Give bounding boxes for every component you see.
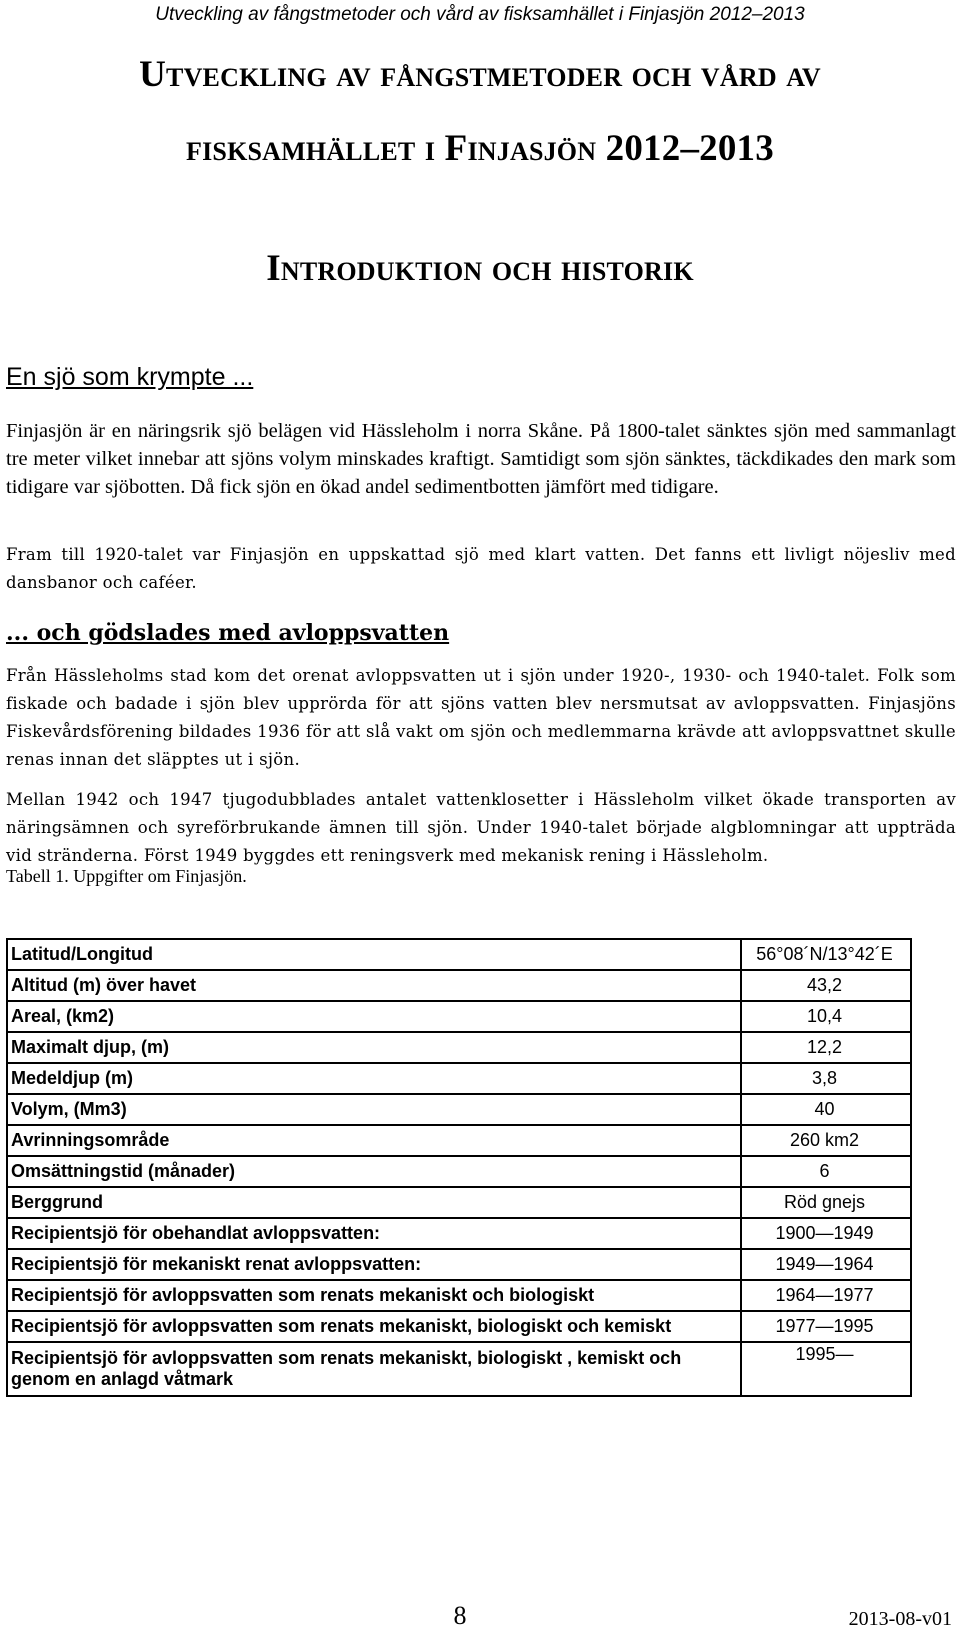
section-title: Introduktion och historik: [266, 248, 694, 289]
table-row: [7, 939, 911, 970]
row-label: Areal, (km2): [7, 1001, 741, 1032]
row-label: Volym, (Mm3): [7, 1094, 741, 1125]
table-row: [7, 1063, 911, 1094]
table-row: [7, 1280, 911, 1311]
row-value: 10,4: [741, 1001, 911, 1032]
paragraph-1: Finjasjön är en näringsrik sjö belägen vid Hässleholm i norra Skåne. På 1800-talet sänktes sjön med sammanlagt tre meter vilket innebar att sjöns volym minskades kraftigt. Samtidigt som sjön sänktes, täckdikades den mark som tidigare var sjöbotten. Då fick sjön en ökad andel sedimentbotten jämfört med tidigare.: [6, 420, 956, 498]
row-label: Recipientsjö för avloppsvatten som renats mekaniskt, biologiskt , kemiskt och genom en anlagd våtmark: [7, 1342, 741, 1396]
table-row: [7, 1218, 911, 1249]
row-label: Omsättningstid (månader): [7, 1156, 741, 1187]
page-number: 8: [453, 1601, 467, 1630]
row-label: Recipientsjö för mekaniskt renat avloppsvatten:: [7, 1249, 741, 1280]
row-value: 6: [741, 1156, 911, 1187]
row-label: Maximalt djup, (m): [7, 1032, 741, 1063]
row-value: 260 km2: [741, 1125, 911, 1156]
table-row: [7, 970, 911, 1001]
table-row: [7, 1187, 911, 1218]
lake-facts-table: [6, 938, 912, 1397]
row-label: Berggrund: [7, 1187, 741, 1218]
running-header: Utveckling av fångstmetoder och vård av fisksamhället i Finjasjön 2012–2013: [155, 4, 805, 25]
table-row: [7, 1125, 911, 1156]
row-value: 1949—1964: [741, 1249, 911, 1280]
row-value: 1964—1977: [741, 1280, 911, 1311]
paragraph-2: Fram till 1920-talet var Finjasjön en uppskattad sjö med klart vatten. Det fanns ett livligt nöjesliv med dansbanor och caféer.: [6, 545, 956, 592]
row-label: Recipientsjö för avloppsvatten som renats mekaniskt, biologiskt och kemiskt: [7, 1311, 741, 1342]
table-row: [7, 1249, 911, 1280]
row-label: Altitud (m) över havet: [7, 970, 741, 1001]
table-caption: Tabell 1. Uppgifter om Finjasjön.: [6, 866, 247, 886]
row-value: 40: [741, 1094, 911, 1125]
table-row: [7, 1156, 911, 1187]
row-value: 43,2: [741, 970, 911, 1001]
row-label: Avrinningsområde: [7, 1125, 741, 1156]
paragraph-3: Från Hässleholms stad kom det orenat avloppsvatten ut i sjön under 1920-, 1930- och 1940-talet. Folk som fiskade och badade i sjön blev upprörda för att sjöns vatten blev nersmutsat av avloppsvatten. Finjasjöns Fiskevårdsförening bildades 1936 för att slå vakt om sjön och medlemmarna krävde att avloppsvattnet skulle renas innan det släpptes ut i sjön.: [6, 666, 956, 769]
row-label: Recipientsjö för avloppsvatten som renats mekaniskt och biologiskt: [7, 1280, 741, 1311]
document-version: 2013-08-v01: [848, 1608, 952, 1630]
row-value: Röd gnejs: [741, 1187, 911, 1218]
table-row: [7, 1311, 911, 1342]
document-title-line-1: Utveckling av fångstmetoder och vård av: [139, 54, 821, 95]
paragraph-4: Mellan 1942 och 1947 tjugodubblades antalet vattenklosetter i Hässleholm vilket ökade transporten av näringsämnen och syreförbrukande ämnen till sjön. Under 1940-talet började algblomningar att uppträda vid stränderna. Först 1949 byggdes ett reningsverk med mekanisk rening i Hässleholm.: [6, 790, 956, 865]
row-label: Recipientsjö för obehandlat avloppsvatten:: [7, 1218, 741, 1249]
document-title-line-2: fisksamhället i Finjasjön 2012–2013: [186, 128, 774, 169]
row-value: 3,8: [741, 1063, 911, 1094]
row-value: 12,2: [741, 1032, 911, 1063]
subsection-heading-1: En sjö som krympte ...: [6, 363, 254, 391]
subsection-heading-2: ... och gödslades med avloppsvatten: [6, 620, 450, 646]
row-value: 1977—1995: [741, 1311, 911, 1342]
row-value: 56°08´N/13°42´E: [741, 939, 911, 970]
row-label: Latitud/Longitud: [7, 939, 741, 970]
table-row: [7, 1094, 911, 1125]
row-value: 1995—: [741, 1342, 911, 1396]
table-row: [7, 1342, 911, 1396]
table-row: [7, 1032, 911, 1063]
row-label: Medeldjup (m): [7, 1063, 741, 1094]
table-row: [7, 1001, 911, 1032]
row-value: 1900—1949: [741, 1218, 911, 1249]
